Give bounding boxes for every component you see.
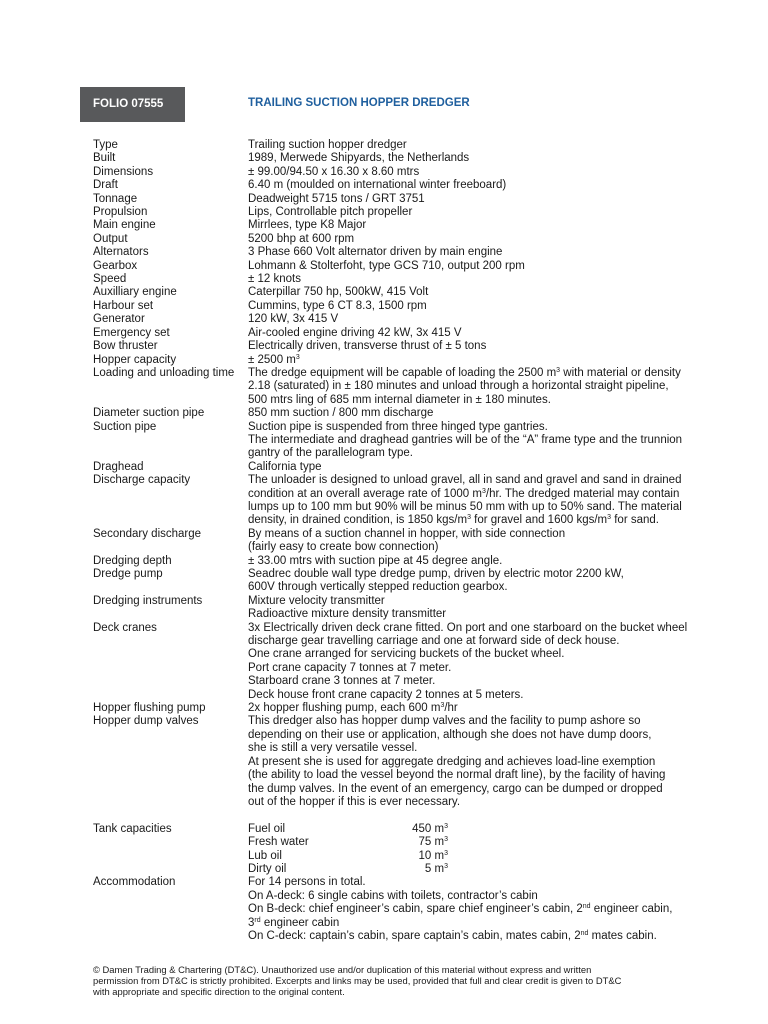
tank-name: Fresh water [248, 836, 309, 849]
value-line: The intermediate and draghead gantries will be of the “A” frame type and the trunnion [248, 433, 683, 446]
spec-value: Caterpillar 750 hp, 500kW, 415 Volt [248, 286, 429, 299]
spec-label: Tank capacities [93, 822, 172, 835]
value-text: for gravel and 1600 kgs/m [470, 514, 608, 527]
spec-label: Propulsion [93, 206, 148, 219]
value-text: /hr. The dredged material may contain [485, 487, 680, 500]
spec-value [248, 622, 733, 702]
spec-value: 3 Phase 660 Volt alternator driven by main engine [248, 246, 503, 259]
spec-label: Hopper dump valves [93, 715, 199, 728]
value-text: On B-deck: chief engineer’s cabin, spare chief engineer’s cabin, 2 [248, 903, 583, 916]
value-line: lumps up to 100 mm but 90% will be minus 50 mm with up to 50% sand. The material [248, 500, 682, 513]
value-line [248, 488, 733, 501]
tank-name: Fuel oil [248, 822, 286, 835]
spec-label: Type [93, 139, 118, 151]
tank-row [248, 823, 733, 836]
footer-line: © Damen Trading & Chartering (DT&C). Unauthorized use and/or duplication of this material without express and written [93, 964, 592, 975]
spec-value: Mirrlees, type K8 Major [248, 219, 367, 232]
spec-value [248, 474, 733, 528]
spec-label: Dredging depth [93, 554, 172, 567]
spec-value: 5200 bhp at 600 rpm [248, 232, 355, 245]
value-line: discharge gear travelling carriage and one at forward side of deck house. [248, 635, 620, 648]
superscript: 3 [444, 849, 448, 857]
value-line [248, 903, 733, 916]
spec-row-discharge [93, 474, 733, 528]
spec-value [248, 595, 733, 622]
spec-row-diameter [93, 407, 733, 420]
spec-value: Lohmann & Stolterfoht, type GCS 710, output 200 rpm [248, 259, 525, 272]
spec-label: Built [93, 152, 116, 165]
superscript: 3 [467, 514, 471, 522]
spec-row-hopper-capacity [93, 354, 733, 367]
spec-label: Accommodation [93, 876, 176, 889]
spec-value [248, 702, 733, 715]
spec-row-secondary-discharge [93, 528, 733, 555]
spec-row-deck-cranes [93, 622, 733, 702]
spec-value [248, 421, 733, 461]
value-line: Seadrec double wall type dredge pump, driven by electric motor 2200 kW, [248, 568, 624, 580]
value-line [248, 930, 733, 943]
spec-label: Dredge pump [93, 568, 163, 580]
value-line: (fairly easy to create bow connection) [248, 541, 439, 554]
spec-value: ± 33.00 mtrs with suction pipe at 45 degree angle. [248, 554, 503, 567]
value-text: On C-deck: captain’s cabin, spare captain’s cabin, mates cabin, 2 [248, 929, 581, 942]
spec-row-generator [93, 313, 733, 326]
value-line [248, 514, 733, 527]
spec-value: Lips, Controllable pitch propeller [248, 206, 413, 219]
footer-line: with appropriate and specific direction to the original content. [93, 985, 345, 997]
copyright-footer [93, 965, 713, 997]
value-line: depending on their use or application, although she does not have dump doors, [248, 728, 652, 741]
value-line: Starboard crane 3 tonnes at 7 meter. [248, 675, 436, 688]
value-line: 500 mtrs ling of 685 mm internal diameter in ± 180 minutes. [248, 393, 551, 406]
tank-name: Lub oil [248, 849, 282, 862]
spec-label: Output [93, 232, 128, 245]
spec-value: Trailing suction hopper dredger [248, 139, 407, 151]
value-line: This dredger also has hopper dump valves and the facility to pump ashore so [248, 715, 641, 728]
superscript: 3 [556, 366, 561, 374]
spec-label: Hopper capacity [93, 353, 177, 366]
value-line [248, 367, 733, 380]
superscript: 3 [444, 836, 448, 844]
value-text: 75 m [418, 836, 445, 849]
spec-value [248, 528, 733, 555]
superscript: 3 [440, 702, 445, 710]
spec-label: Diameter suction pipe [93, 407, 205, 420]
value-text: engineer cabin [260, 916, 340, 929]
spec-label: Harbour set [93, 299, 154, 312]
value-line: (the ability to load the vessel beyond the normal draft line), by the facility of having [248, 769, 666, 782]
spec-row-dimensions [93, 166, 733, 179]
value-text: with material or density [560, 366, 681, 379]
document-title: TRAILING SUCTION HOPPER DREDGER [248, 97, 470, 109]
spec-row-emergency-set [93, 327, 733, 340]
spec-label: Secondary discharge [93, 527, 202, 540]
spec-label: Tonnage [93, 192, 138, 205]
value-line: On A-deck: 6 single cabins with toilets, contractor’s cabin [248, 889, 538, 902]
spec-label: Alternators [93, 246, 149, 259]
spec-label: Dimensions [93, 165, 154, 178]
value-line: 3x Electrically driven deck crane fitted. On port and one starboard on the bucket wheel [248, 621, 688, 634]
spec-label: Speed [93, 273, 127, 286]
value-line: the dump valves. In the event of an emergency, cargo can be dumped or dropped [248, 782, 663, 795]
superscript: 3 [481, 487, 486, 495]
tank-quantity [363, 850, 448, 863]
spec-value: 120 kW, 3x 415 V [248, 313, 339, 326]
spec-row-dredging-instruments [93, 595, 733, 622]
spec-value: 1989, Merwede Shipyards, the Netherlands [248, 152, 470, 165]
spec-row-propulsion [93, 206, 733, 219]
value-text: mates cabin. [588, 929, 657, 942]
spec-label: Bow thruster [93, 340, 158, 353]
spec-row-dump-valves [93, 715, 733, 809]
spec-row-alternators [93, 246, 733, 259]
folio-number: FOLIO 07555 [80, 87, 185, 122]
superscript: rd [254, 916, 261, 924]
tank-row [248, 863, 733, 876]
spec-row-gearbox [93, 260, 733, 273]
spec-row-tonnage [93, 193, 733, 206]
spec-label: Emergency set [93, 326, 170, 339]
value-text: 10 m [418, 849, 445, 862]
spec-label: Dredging instruments [93, 594, 203, 607]
spec-row-draft [93, 179, 733, 192]
spec-row-bow-thruster [93, 340, 733, 353]
spec-value: California type [248, 460, 322, 473]
spec-value [248, 715, 733, 809]
value-line: 2.18 (saturated) in ± 180 minutes and unload through a horizontal straight pipeline, [248, 380, 669, 393]
spec-value: Air-cooled engine driving 42 kW, 3x 415 V [248, 326, 462, 339]
spec-value: 6.40 m (moulded on international winter freeboard) [248, 179, 507, 192]
spec-row-accommodation [93, 876, 733, 943]
value-text: The dredge equipment will be capable of loading the 2500 m [248, 366, 557, 379]
value-line: out of the hopper if this is ever necessary. [248, 795, 461, 808]
value-text: engineer cabin, [590, 903, 673, 916]
value-text: density, in drained condition, is 1850 kgs/m [248, 514, 468, 527]
value-text: 3 [248, 916, 255, 929]
spec-row-type [93, 139, 733, 152]
spec-label: Auxilliary engine [93, 286, 177, 299]
value-text: for sand. [611, 514, 659, 527]
superscript: 3 [607, 514, 612, 522]
tank-quantity [363, 823, 448, 836]
superscript: 3 [444, 822, 448, 830]
spec-label: Gearbox [93, 259, 138, 272]
value-text: 2x hopper flushing pump, each 600 m [248, 702, 441, 715]
value-line: Deck house front crane capacity 2 tonnes at 5 meters. [248, 688, 524, 701]
value-line: Port crane capacity 7 tonnes at 7 meter. [248, 661, 452, 674]
value-line: 600V through vertically stepped reduction gearbox. [248, 581, 508, 594]
spec-row-speed [93, 273, 733, 286]
value-line [248, 917, 733, 930]
value-line: For 14 persons in total. [248, 876, 366, 889]
value-text: 5 m [424, 862, 445, 875]
value-line: At present she is used for aggregate dredging and achieves load-line exemption [248, 755, 656, 768]
spec-row-draghead [93, 461, 733, 474]
spec-row-built [93, 152, 733, 165]
spec-label: Suction pipe [93, 420, 157, 433]
spec-value [248, 354, 733, 367]
superscript: 3 [444, 862, 448, 870]
spec-value: 850 mm suction / 800 mm discharge [248, 407, 434, 420]
tank-quantity [363, 836, 448, 849]
value-line: Radioactive mixture density transmitter [248, 608, 447, 621]
value-line: she is still a very versatile vessel. [248, 742, 418, 755]
spec-value [248, 876, 733, 943]
spec-value [248, 568, 733, 595]
spec-value [248, 823, 733, 877]
spec-row-suction-pipe [93, 421, 733, 461]
tank-row [248, 850, 733, 863]
spec-label: Draghead [93, 460, 144, 473]
spec-row-dredging-depth [93, 555, 733, 568]
tank-quantity [363, 863, 448, 876]
spec-row-aux-engine [93, 286, 733, 299]
spec-label: Deck cranes [93, 621, 157, 634]
value-line: The unloader is designed to unload gravel, all in sand and gravel and sand in drained [248, 474, 682, 487]
footer-line: permission from DT&C is strictly prohibited. Excerpts and links may be used, provided that full and clear credit is given to DT&C [93, 974, 622, 986]
spec-row-main-engine [93, 219, 733, 232]
value-text: 450 m [412, 822, 445, 835]
value-line: By means of a suction channel in hopper, with side connection [248, 527, 566, 540]
spec-row-harbour-set [93, 300, 733, 313]
spec-value [248, 367, 733, 407]
superscript: nd [580, 929, 589, 937]
value-line: Mixture velocity transmitter [248, 594, 385, 607]
tank-name: Dirty oil [248, 862, 287, 875]
spec-label: Hopper flushing pump [93, 702, 206, 715]
value-line: Suction pipe is suspended from three hinged type gantries. [248, 420, 548, 433]
value-text: condition at an overall average rate of 1000 m [248, 487, 482, 500]
spec-row-loading [93, 367, 733, 407]
specifications-list [93, 139, 733, 943]
superscript: nd [582, 903, 591, 911]
spec-row-flushing-pump [93, 702, 733, 715]
spec-label: Discharge capacity [93, 474, 191, 487]
value-text: ± 2500 m [248, 353, 296, 366]
spec-value: ± 99.00/94.50 x 16.30 x 8.60 mtrs [248, 165, 420, 178]
superscript: 3 [295, 353, 300, 361]
spec-label: Main engine [93, 219, 156, 232]
spec-value: Cummins, type 6 CT 8.3, 1500 rpm [248, 299, 427, 312]
spec-value: ± 12 knots [248, 273, 301, 286]
value-text: /hr [444, 702, 458, 715]
spec-row-tank-capacities [93, 823, 733, 877]
spec-value: Deadweight 5715 tons / GRT 3751 [248, 192, 425, 205]
spec-value: Electrically driven, transverse thrust of ± 5 tons [248, 340, 487, 353]
value-line: gantry of the parallelogram type. [248, 447, 413, 460]
spec-label: Generator [93, 313, 145, 326]
value-line: One crane arranged for servicing buckets of the bucket wheel. [248, 648, 565, 661]
tank-row [248, 836, 733, 849]
spec-row-dredge-pump [93, 568, 733, 595]
spec-label: Draft [93, 179, 118, 192]
spec-row-output [93, 233, 733, 246]
spec-label: Loading and unloading time [93, 366, 235, 379]
